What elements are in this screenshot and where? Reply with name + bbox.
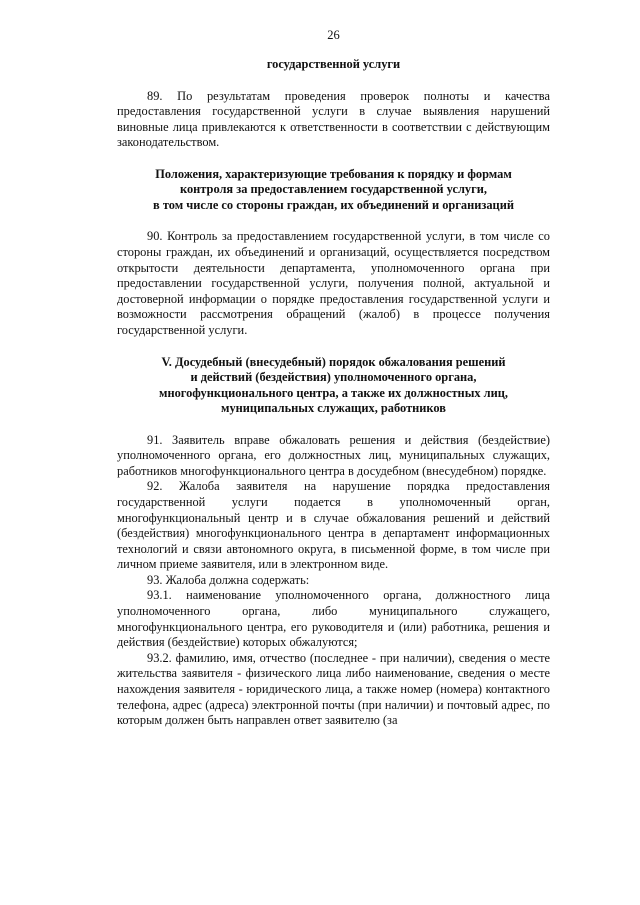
paragraph-92: 92. Жалоба заявителя на нарушение порядка предоставления государственной услуги подается в уполномоченный орган, многофункциональный центр и в случае обжалования решений и действий (бездействия) многофункционального центра в департамент информационных технологий и связи автономного округа, в письменной форме, в том числе при личном приеме заявителя, или в электронном виде.: [117, 479, 550, 572]
heading-section-5-line-4: муниципальных служащих, работников: [221, 401, 446, 416]
paragraph-93-2: 93.2. фамилию, имя, отчество (последнее - при наличии), сведения о месте жительства заявителя - физического лица либо наименование, сведения о месте нахождения заявителя - юридического лица, а также номер (номера) контактного телефона, адрес (адреса) электронной почты (при наличии) и почтовый адрес, по которым должен быть направлен ответ заявителю (за: [117, 650, 550, 728]
paragraph-93-1: 93.1. наименование уполномоченного органа, должностного лица уполномоченного органа, либо муниципального служащего, многофункционального центра, его руководителя и (или) работника, решения и действия (бездействие) которых обжалуются;: [117, 588, 550, 650]
heading-section-5-line-3: многофункционального центра, а также их должностных лиц,: [159, 385, 508, 400]
paragraph-93: 93. Жалоба должна содержать:: [147, 572, 310, 587]
paragraph-89: 89. По результатам проведения проверок полноты и качества предоставления государственной услуги в случае выявления нарушений виновные лица привлекаются к ответственности в соответствии с действующим законодательством.: [117, 88, 550, 150]
heading-control: [117, 167, 550, 214]
continued-heading: государственной услуги: [266, 57, 401, 71]
paragraph-91: 91. Заявитель вправе обжаловать решения и действия (бездействие) уполномоченного органа, его должностных лиц, муниципальных служащих, работников многофункционального центра в досудебном (внесудебном) порядке.: [117, 432, 550, 478]
heading-section-5: [117, 355, 550, 417]
heading-control-line-3: в том числе со стороны граждан, их объединений и организаций: [153, 197, 514, 212]
heading-control-line-1: Положения, характеризующие требования к порядку и формам: [155, 166, 512, 181]
heading-control-line-2: контроля за предоставлением государственной услуги,: [180, 182, 487, 197]
document-page: [117, 28, 550, 729]
heading-section-5-line-1: V. Досудебный (внесудебный) порядок обжалования решений: [161, 354, 506, 369]
heading-section-5-line-2: и действий (бездействия) уполномоченного органа,: [190, 370, 477, 385]
paragraph-90: 90. Контроль за предоставлением государственной услуги, в том числе со стороны граждан, их объединений и организаций, осуществляется посредством открытости деятельности департамента, уполномоченного органа при предоставлении государственной услуги, получения полной, актуальной и достоверной информации о порядке предоставления государственной услуги и возможности рассмотрения обращений (жалоб) в процессе получения государственной услуги.: [117, 229, 550, 337]
page-number: 26: [327, 28, 340, 42]
